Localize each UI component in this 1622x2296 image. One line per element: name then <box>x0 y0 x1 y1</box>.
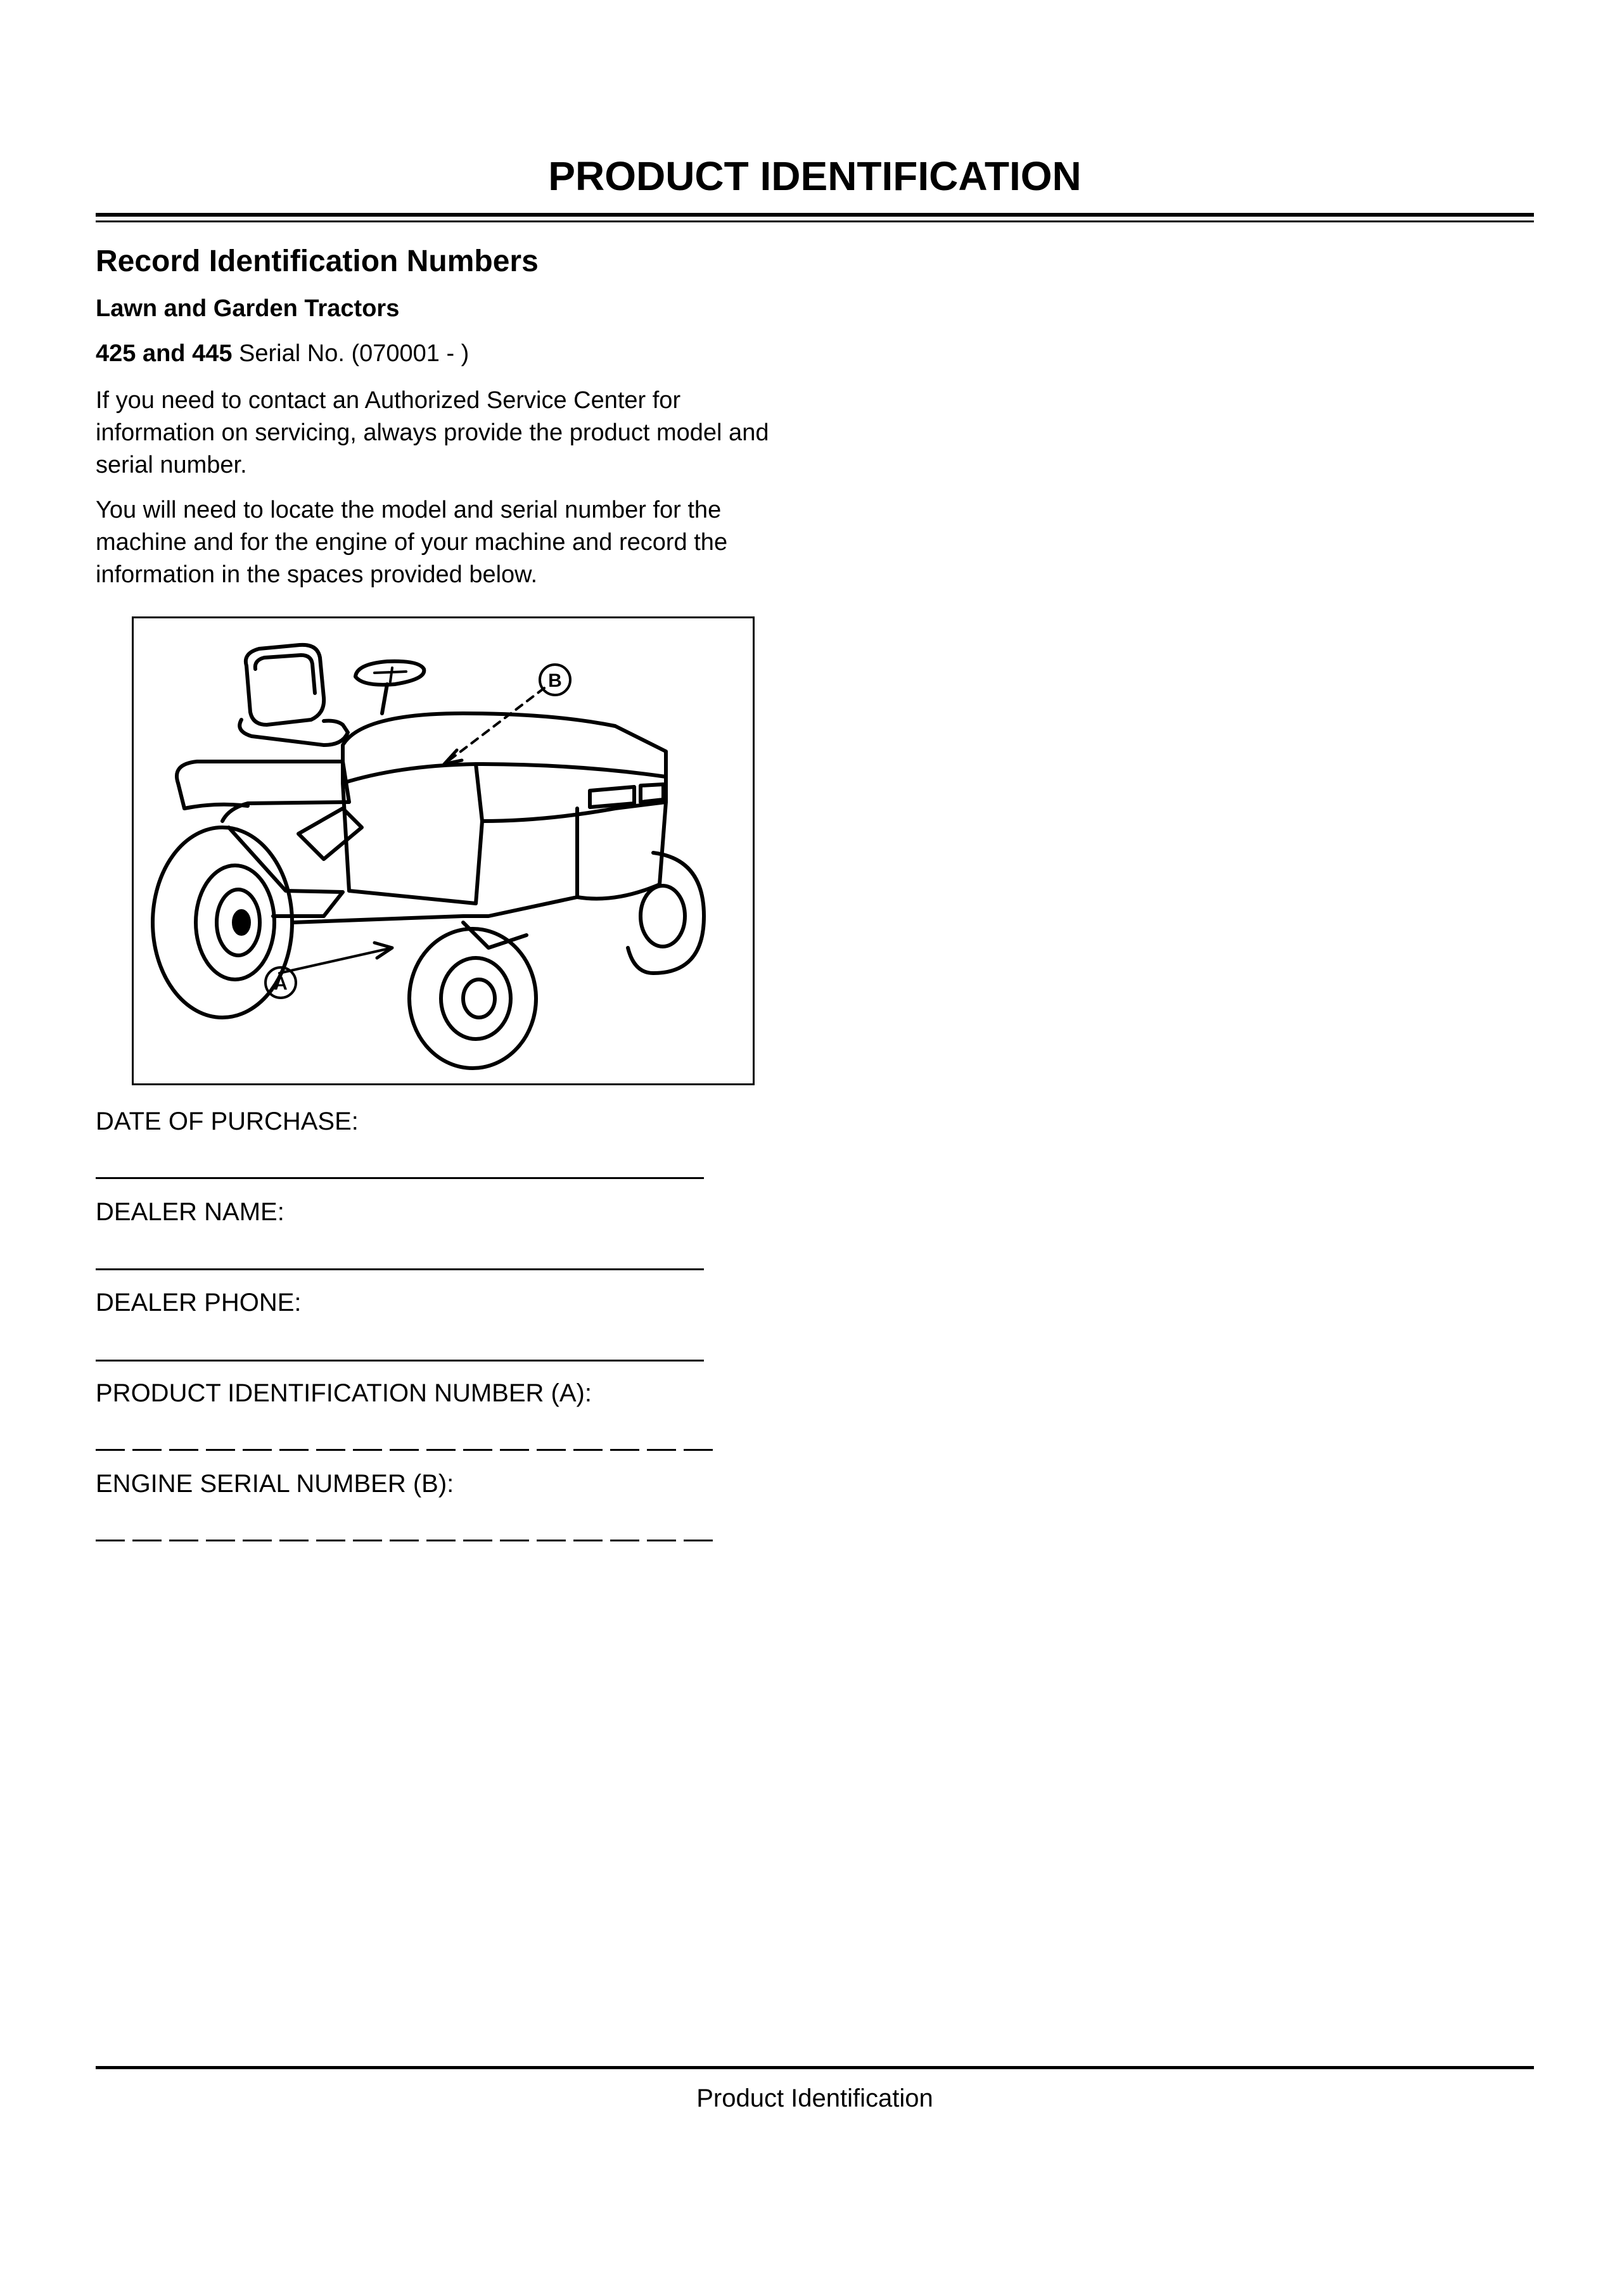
title-rule-thin <box>96 220 1534 222</box>
tractor-figure <box>132 616 755 1085</box>
product-id-number-dashes[interactable] <box>96 1449 719 1451</box>
footer-rule <box>96 2066 1534 2069</box>
contact-paragraph: If you need to contact an Authorized Service Center for information on servicing, always provide the product model and serial number. <box>96 387 769 478</box>
callout-b-label: B <box>548 670 562 691</box>
locate-paragraph: You will need to locate the model and serial number for the machine and for the engine of your machine and record the information in the spaces provided below. <box>96 497 728 588</box>
callout-labels <box>134 618 753 1083</box>
sub-heading: Lawn and Garden Tractors <box>96 295 400 322</box>
dealer-name-line[interactable] <box>96 1268 704 1270</box>
model-numbers: 425 and 445 <box>96 340 233 367</box>
engine-serial-number-label: ENGINE SERIAL NUMBER (B): <box>96 1470 454 1498</box>
date-of-purchase-label: DATE OF PURCHASE: <box>96 1107 359 1135</box>
footer-text: Product Identification <box>696 2084 933 2112</box>
dealer-phone-label: DEALER PHONE: <box>96 1289 302 1317</box>
callout-a-label: A <box>274 973 288 994</box>
title-rule-thick <box>96 213 1534 217</box>
serial-number-range: Serial No. (070001 - ) <box>232 340 469 367</box>
date-of-purchase-line[interactable] <box>96 1177 704 1179</box>
dealer-name-label: DEALER NAME: <box>96 1198 284 1226</box>
dealer-phone-line[interactable] <box>96 1360 704 1362</box>
engine-serial-number-dashes[interactable] <box>96 1540 719 1541</box>
section-heading: Record Identification Numbers <box>96 245 539 278</box>
product-id-number-label: PRODUCT IDENTIFICATION NUMBER (A): <box>96 1379 592 1407</box>
serial-line <box>96 339 469 368</box>
page-title: PRODUCT IDENTIFICATION <box>548 153 1082 199</box>
